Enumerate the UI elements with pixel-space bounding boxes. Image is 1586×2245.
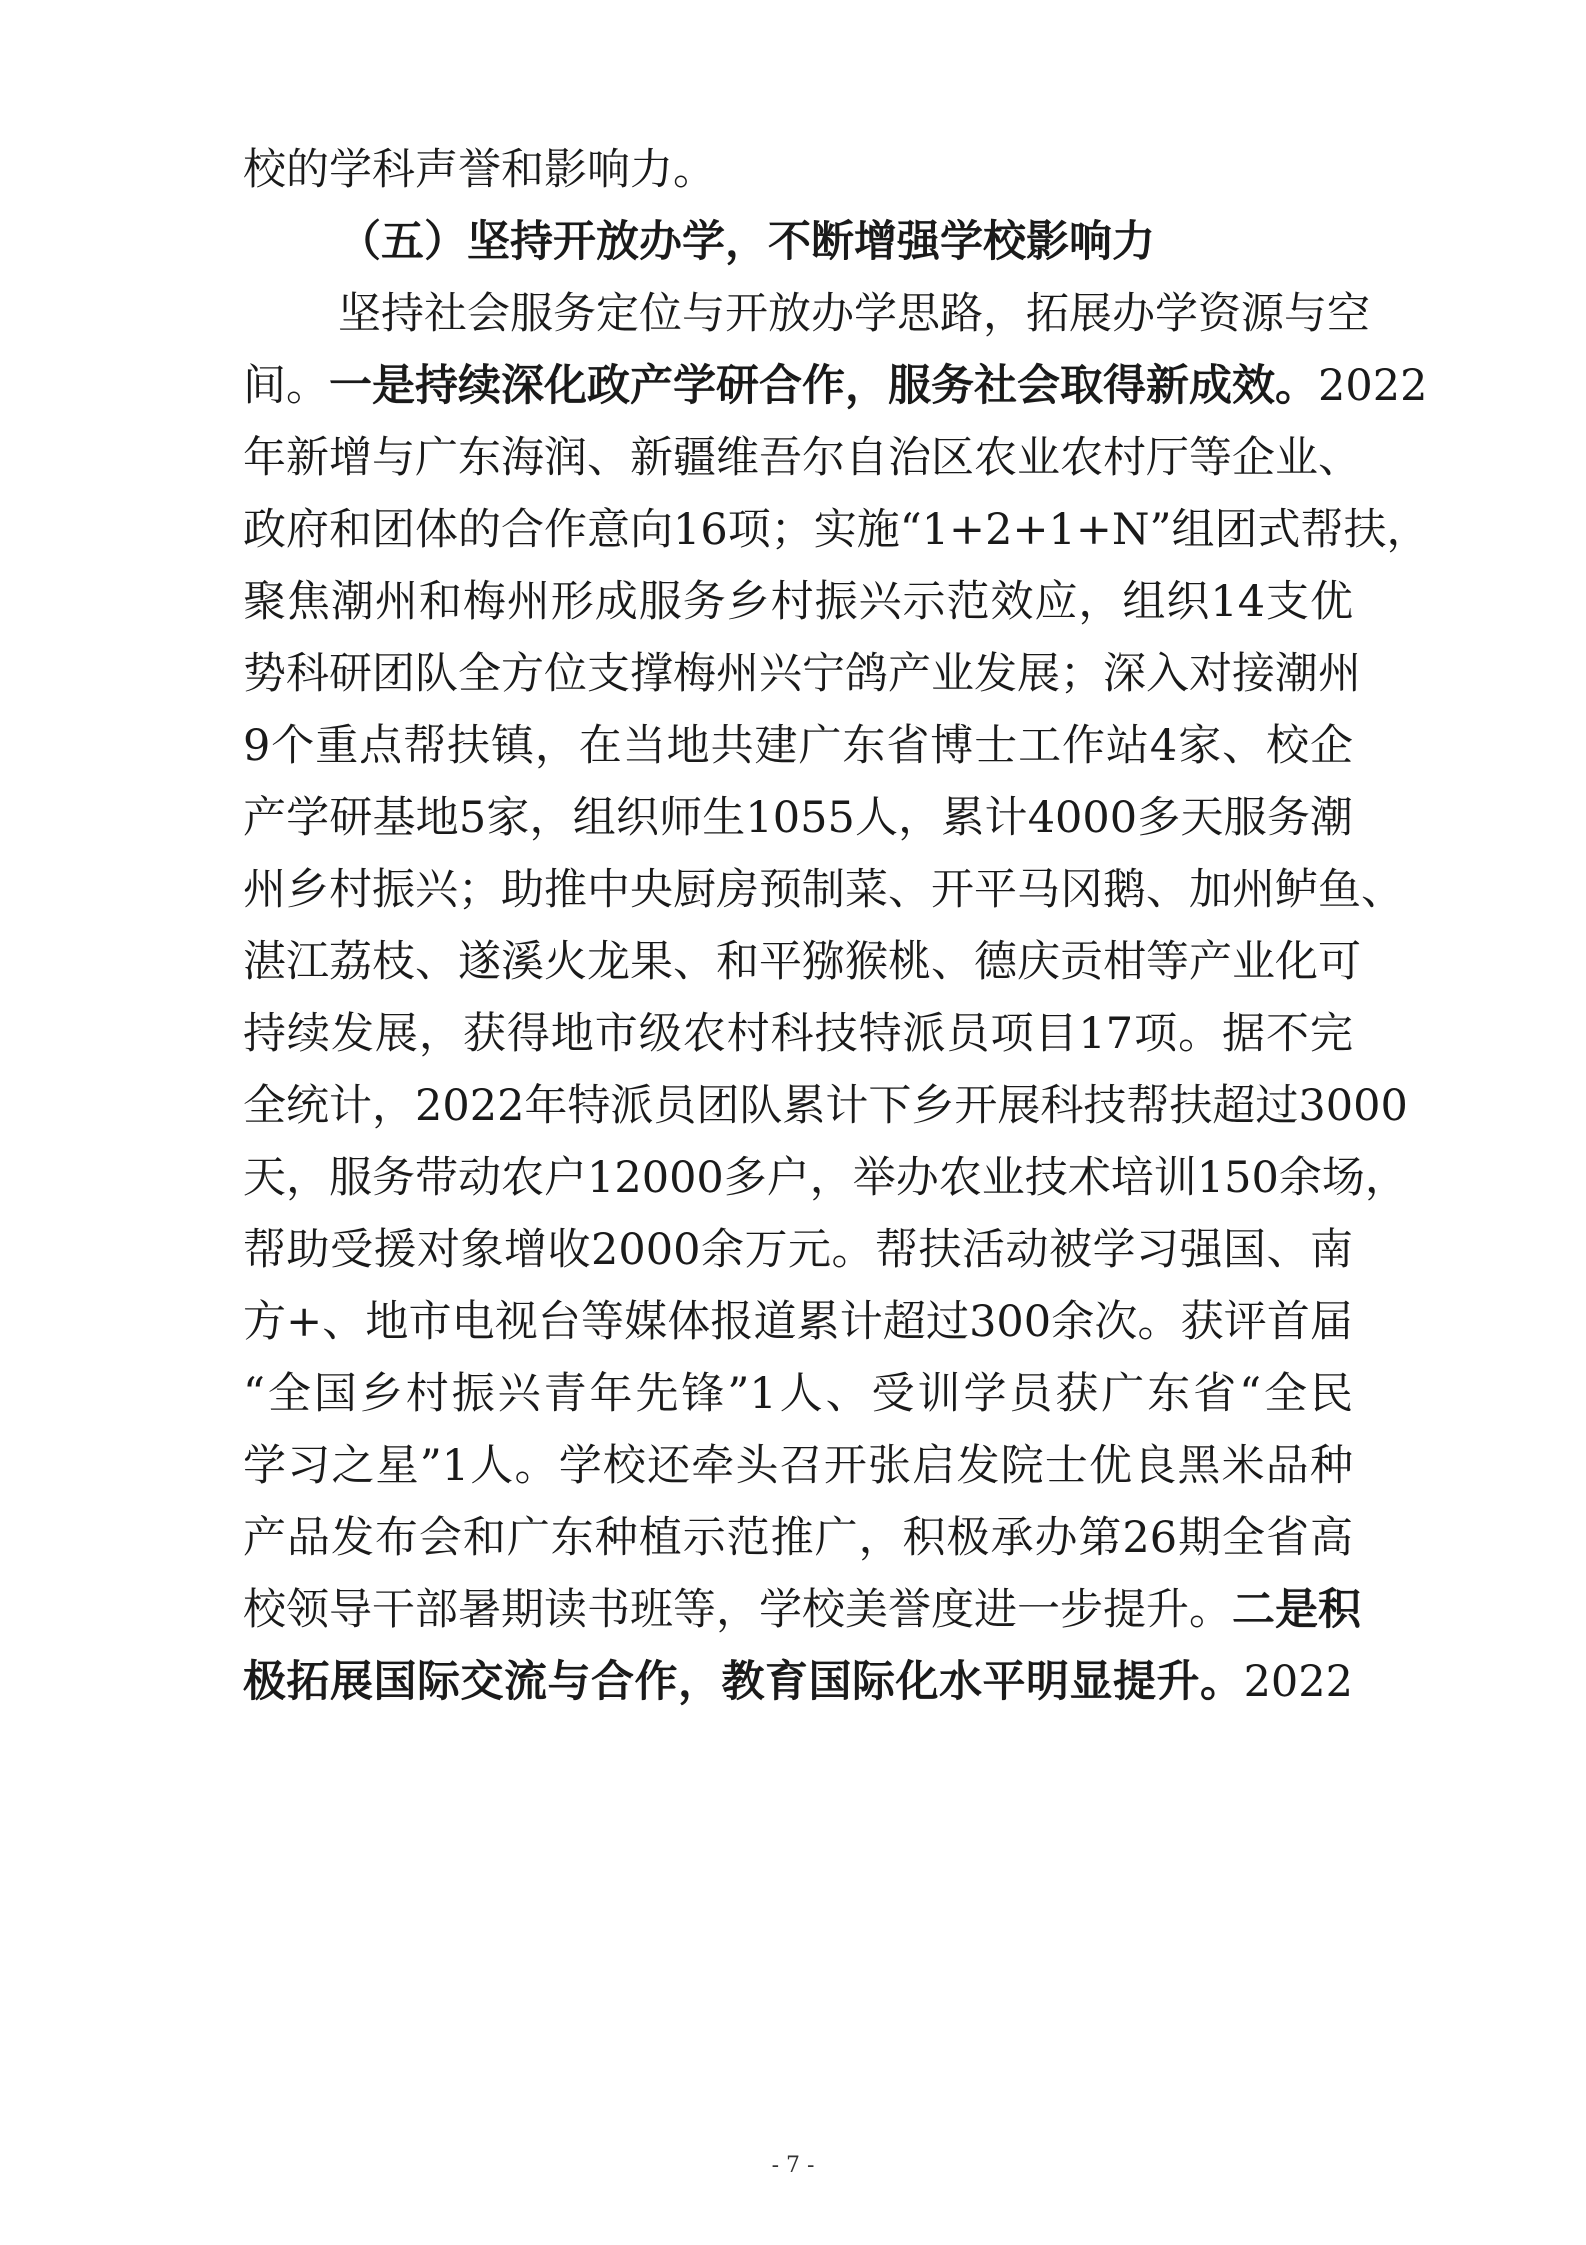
text-run: 州乡村振兴；助推中央厨房预制菜、开平马冈鹅、加州鲈鱼、	[243, 865, 1404, 915]
text-run: 政府和团体的合作意向16项；实施“1+2+1+N”组团式帮扶，	[243, 505, 1430, 555]
paragraph-line-21	[243, 1575, 1361, 1645]
paragraph-line-8	[243, 639, 1361, 709]
text-run: 持续发展，获得地市级农村科技特派员项目17项。据不完	[243, 1009, 1353, 1059]
bold-text-run: 一是持续深化政产学研合作，服务社会取得新成效。	[329, 361, 1318, 411]
paragraph-line-4	[243, 351, 1428, 421]
bold-text-run: 二是积	[1232, 1585, 1361, 1635]
paragraph-line-11	[243, 855, 1404, 925]
page-number: - 7 -	[771, 2153, 815, 2178]
paragraph-line-13	[243, 999, 1353, 1069]
text-run: 方+、地市电视台等媒体报道累计超过300余次。获评首届	[243, 1297, 1353, 1347]
paragraph-line-9	[243, 711, 1353, 781]
text-run: 帮助受援对象增收2000余万元。帮扶活动被学习强国、南	[243, 1225, 1353, 1275]
section-heading	[338, 207, 1448, 277]
text-run: 学习之星”1人。学校还牵头召开张启发院士优良黑米品种	[243, 1441, 1353, 1491]
text-run: 间。	[243, 361, 329, 411]
text-run: 湛江荔枝、遂溪火龙果、和平猕猴桃、德庆贡柑等产业化可	[243, 937, 1361, 987]
text-run: 势科研团队全方位支撑梅州兴宁鸽产业发展；深入对接潮州	[243, 649, 1361, 699]
paragraph-line-16	[243, 1215, 1353, 1285]
paragraph-line-3	[338, 279, 1370, 349]
paragraph-line-17	[243, 1287, 1353, 1357]
text-run: 2022	[1243, 1657, 1353, 1707]
paragraph-line-1	[243, 135, 1353, 205]
paragraph-line-20	[243, 1503, 1353, 1573]
text-run: 天，服务带动农户12000多户，举办农业技术培训150余场，	[243, 1153, 1408, 1203]
text-run: 坚持社会服务定位与开放办学思路，拓展办学资源与空	[338, 289, 1370, 339]
text-run: 年新增与广东海润、新疆维吾尔自治区农业农村厅等企业、	[243, 433, 1361, 483]
paragraph-line-7	[243, 567, 1353, 637]
bold-text-run: 极拓展国际交流与合作，教育国际化水平明显提升。	[243, 1657, 1244, 1707]
paragraph-line-18	[243, 1359, 1353, 1429]
text-run: 9个重点帮扶镇，在当地共建广东省博士工作站4家、校企	[243, 721, 1353, 771]
text-run: 聚焦潮州和梅州形成服务乡村振兴示范效应，组织14支优	[243, 577, 1353, 627]
paragraph-line-12	[243, 927, 1361, 997]
section-heading-text: （五）坚持开放办学，不断增强学校影响力	[338, 217, 1155, 267]
paragraph-line-19	[243, 1431, 1353, 1501]
text-run: 2022	[1318, 361, 1428, 411]
text-run: “全国乡村振兴青年先锋”1人、受训学员获广东省“全民	[243, 1369, 1353, 1419]
paragraph-line-5	[243, 423, 1361, 493]
paragraph-line-22	[243, 1647, 1353, 1717]
paragraph-line-15	[243, 1143, 1408, 1213]
paragraph-line-14	[243, 1071, 1408, 1141]
text-run: 校领导干部暑期读书班等，学校美誉度进一步提升。	[243, 1585, 1232, 1635]
text-run: 全统计，2022年特派员团队累计下乡开展科技帮扶超过3000	[243, 1081, 1408, 1131]
paragraph-line-10	[243, 783, 1353, 853]
text-run: 产品发布会和广东种植示范推广，积极承办第26期全省高	[243, 1513, 1353, 1563]
paragraph-line-6	[243, 495, 1430, 565]
text-run: 校的学科声誉和影响力。	[243, 145, 716, 195]
text-run: 产学研基地5家，组织师生1055人，累计4000多天服务潮	[243, 793, 1353, 843]
